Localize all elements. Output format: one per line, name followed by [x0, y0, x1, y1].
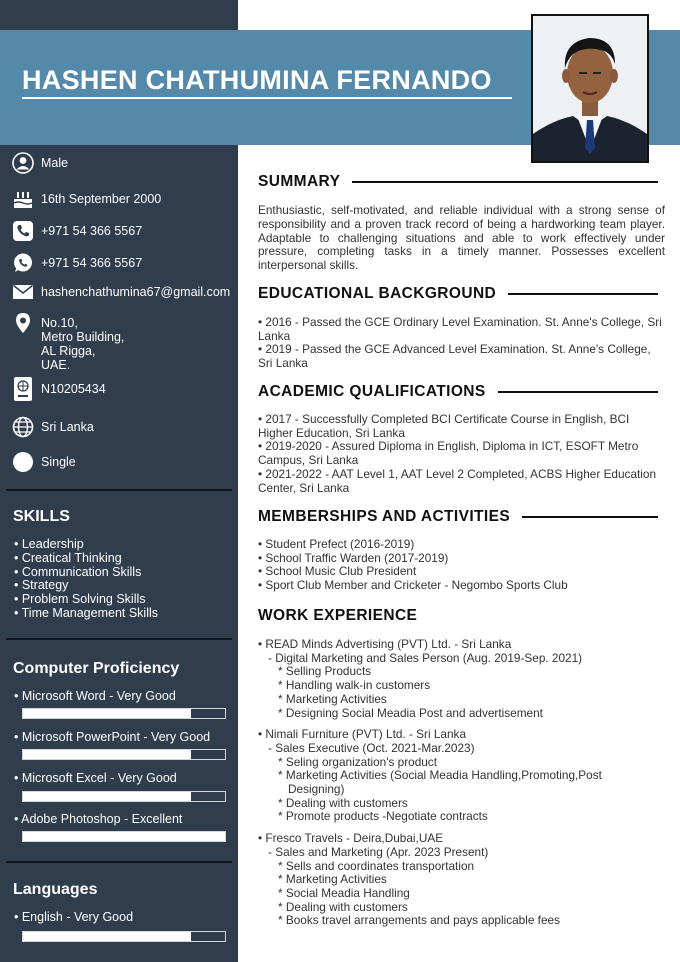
proficiency-label: • Microsoft Excel - Very Good — [14, 771, 177, 785]
proficiency-label: • Adobe Photoshop - Excellent — [14, 812, 183, 826]
job-entry — [258, 638, 665, 720]
proficiency-bar-fill — [23, 792, 191, 801]
info-text: Sri Lanka — [41, 420, 94, 434]
section-rule — [522, 516, 658, 518]
job-task: * Books travel arrangements and pays applicable fees — [278, 913, 560, 928]
section-rule — [498, 391, 658, 393]
job-company: • Nimali Furniture (PVT) Ltd. - Sri Lanka — [258, 727, 467, 742]
info-marital-status — [12, 451, 76, 473]
sidebar-divider — [6, 861, 232, 863]
language-label: • English - Very Good — [14, 910, 134, 924]
skill-item: • Communication Skills — [14, 564, 142, 579]
info-address — [12, 312, 124, 372]
job-task: Designing) — [288, 782, 345, 797]
info-gender — [12, 152, 68, 174]
language-bar-fill — [23, 932, 191, 941]
proficiency-bar — [22, 791, 226, 802]
person-icon — [12, 152, 34, 174]
section-title: WORK EXPERIENCE — [258, 607, 418, 624]
info-text: Male — [41, 156, 69, 170]
job-company: • READ Minds Advertising (PVT) Ltd. - Sri Lanka — [258, 637, 512, 651]
work-section-header — [258, 607, 658, 625]
candidate-name: HASHEN CHATHUMINA FERNANDO — [22, 65, 492, 95]
skill-item: • Problem Solving Skills — [14, 592, 146, 607]
skill-item: • Strategy — [14, 578, 69, 593]
skills-list — [14, 538, 158, 621]
skill-item: • Time Management Skills — [14, 605, 159, 620]
proficiency-bar-fill — [23, 709, 191, 718]
whatsapp-icon — [12, 252, 34, 274]
list-item: • 2019 - Passed the GCE Advanced Level Examination. St. Anne's College, Sri Lanka — [258, 342, 651, 371]
job-task: * Social Meadia Handling — [278, 885, 410, 900]
section-title: SUMMARY — [258, 173, 341, 190]
birthday-cake-icon — [12, 188, 34, 210]
section-title: MEMBERSHIPS AND ACTIVITIES — [258, 508, 511, 525]
job-task: * Handling walk-in customers — [278, 678, 431, 693]
list-item: • 2019-2020 - Assured Diploma in English, Diploma in ICT, ESOFT Metro Campus, Sri Lanka — [258, 439, 639, 468]
job-task: * Sells and coordinates transportation — [278, 858, 475, 873]
job-task: * Designing Social Meadia Post and advertisement — [278, 705, 543, 720]
education-list — [258, 316, 665, 371]
job-entry — [258, 728, 665, 824]
skill-item: • Creatical Thinking — [14, 550, 122, 565]
job-role: - Sales Executive (Oct. 2021-Mar.2023) — [268, 740, 475, 755]
job-entry — [258, 832, 665, 928]
profile-photo — [531, 14, 649, 163]
info-text: +971 54 366 5567 — [41, 256, 143, 270]
sidebar-divider — [6, 638, 232, 640]
phone-icon — [12, 220, 34, 242]
list-item: • 2017 - Successfully Completed BCI Certificate Course in English, BCI Higher Education, Sri Lanka — [258, 412, 630, 440]
job-role: - Digital Marketing and Sales Person (Aug. 2019-Sep. 2021) — [268, 650, 583, 665]
computer-proficiency-heading: Computer Proficiency — [13, 660, 180, 677]
proficiency-label: • Microsoft Word - Very Good — [14, 689, 176, 703]
job-task: * Promote products -Negotiate contracts — [278, 809, 488, 824]
info-text: N10205434 — [41, 382, 106, 396]
sidebar-divider — [6, 489, 232, 491]
list-item: • Student Prefect (2016-2019) — [258, 537, 415, 551]
proficiency-bar — [22, 831, 226, 842]
passport-icon — [12, 378, 34, 400]
academic-section-header — [258, 383, 658, 401]
proficiency-bar — [22, 749, 226, 760]
proficiency-bar — [22, 708, 226, 719]
memberships-list — [258, 538, 665, 593]
info-text: hashenchathumina67@gmail.com — [41, 285, 231, 299]
languages-heading: Languages — [13, 881, 98, 898]
list-item: • Sport Club Member and Cricketer - Negombo Sports Club — [258, 578, 568, 593]
name-underline — [22, 97, 512, 99]
info-text: +971 54 366 5567 — [41, 224, 143, 238]
info-text: No.10, Metro Building, AL Rigga, UAE. — [41, 316, 125, 372]
job-task: * Marketing Activities (Social Meadia Handling,Promoting,Post — [278, 768, 602, 783]
education-section-header — [258, 285, 658, 303]
job-task: * Dealing with customers — [278, 795, 408, 810]
proficiency-bar-fill — [23, 750, 191, 759]
info-text: 16th September 2000 — [41, 192, 162, 206]
job-task: * Selling Products — [278, 664, 372, 679]
academic-list — [258, 413, 665, 495]
job-company: • Fresco Travels - Deira,Dubai,UAE — [258, 831, 444, 846]
summary-text: Enthusiastic, self-motivated, and reliable individual with a strong sense of responsibility and a proven track record of being a hardworking team player. Adaptable to challenging situations and able to work effectively under pressure, completing tasks in a timely manner. Possesses excellent interpersonal skills. — [258, 203, 665, 273]
info-email — [12, 281, 230, 303]
proficiency-bar-fill — [23, 832, 225, 841]
memberships-section-header — [258, 508, 658, 526]
skill-item: • Leadership — [14, 537, 84, 551]
section-rule — [508, 293, 658, 295]
info-text: Single — [41, 455, 76, 469]
globe-icon — [12, 416, 34, 438]
work-experience-list — [258, 638, 665, 936]
job-role: - Sales and Marketing (Apr. 2023 Present) — [268, 844, 489, 859]
job-task: * Dealing with customers — [278, 899, 408, 914]
list-item: • School Traffic Warden (2017-2019) — [258, 550, 449, 565]
section-rule — [352, 181, 658, 183]
list-item: • 2021-2022 - AAT Level 1, AAT Level 2 Completed, ACBS Higher Education Center, Sri Lanka — [258, 466, 657, 495]
info-phone — [12, 220, 142, 242]
info-passport — [12, 378, 106, 400]
job-task: * Marketing Activities — [278, 872, 387, 887]
job-task: * Seling organization's product — [278, 754, 437, 769]
job-task: * Marketing Activities — [278, 691, 387, 706]
list-item: • School Music Club President — [258, 564, 417, 579]
list-item: • 2016 - Passed the GCE Ordinary Level Examination. St. Anne's College, Sri Lanka — [258, 315, 662, 343]
info-birthday — [12, 188, 161, 210]
skills-heading: SKILLS — [13, 508, 70, 525]
section-title: ACADEMIC QUALIFICATIONS — [258, 383, 486, 400]
proficiency-label: • Microsoft PowerPoint - Very Good — [14, 730, 211, 744]
location-pin-icon — [12, 312, 34, 334]
info-whatsapp — [12, 252, 142, 274]
section-title: EDUCATIONAL BACKGROUND — [258, 285, 497, 302]
info-nationality — [12, 416, 94, 438]
language-bar — [22, 931, 226, 942]
email-icon — [12, 281, 34, 303]
marital-status-icon — [12, 451, 34, 473]
summary-section-header — [258, 173, 658, 191]
